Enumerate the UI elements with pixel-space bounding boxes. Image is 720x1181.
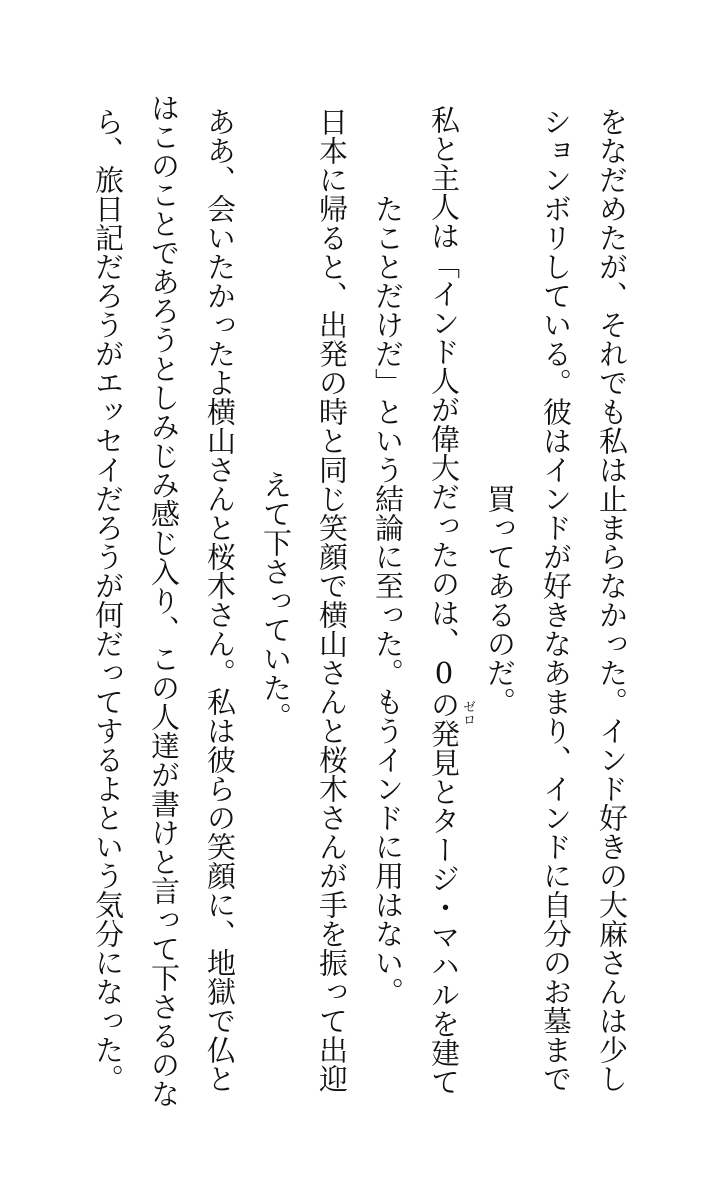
ruby-base: 0 — [427, 655, 461, 690]
text-segment: の発見とタージ・マハルを建て — [427, 689, 461, 1096]
text-column-7: えて下さっていた。 — [259, 469, 293, 731]
text-column-4 — [402, 50, 462, 1150]
text-column-1: をなだめたが、それでも私は止まらなかった。インド好きの大麻さんは少し — [595, 107, 629, 1093]
text-column-9: はこのことであろうとしみじみ感じ入り、この人達が書けと言って下さるのな — [147, 92, 181, 1108]
text-column-2: ションボリしている。彼はインドが好きなあまり、インドに自分のお墓まで — [539, 107, 573, 1093]
text-segment: 私と主人は「インド人が偉大だったのは、 — [427, 104, 461, 656]
ruby-annotation: ゼロ — [460, 700, 475, 726]
text-column-8: ああ、会いたかったよ横山さんと桜木さん。私は彼らの笑顔に、地獄で仏と — [203, 107, 237, 1093]
text-column-10: ら、旅日記だろうがエッセイだろうが何だってするよという気分になった。 — [91, 107, 125, 1093]
text-column-6: 日本に帰ると、出発の時と同じ笑顔で横山さんと桜木さんが手を振って出迎 — [315, 107, 349, 1093]
text-column-3: 買ってあるのだ。 — [483, 484, 517, 716]
text-column-5: たことだけだ」という結論に至った。もうインドに用はない。 — [371, 194, 405, 1006]
